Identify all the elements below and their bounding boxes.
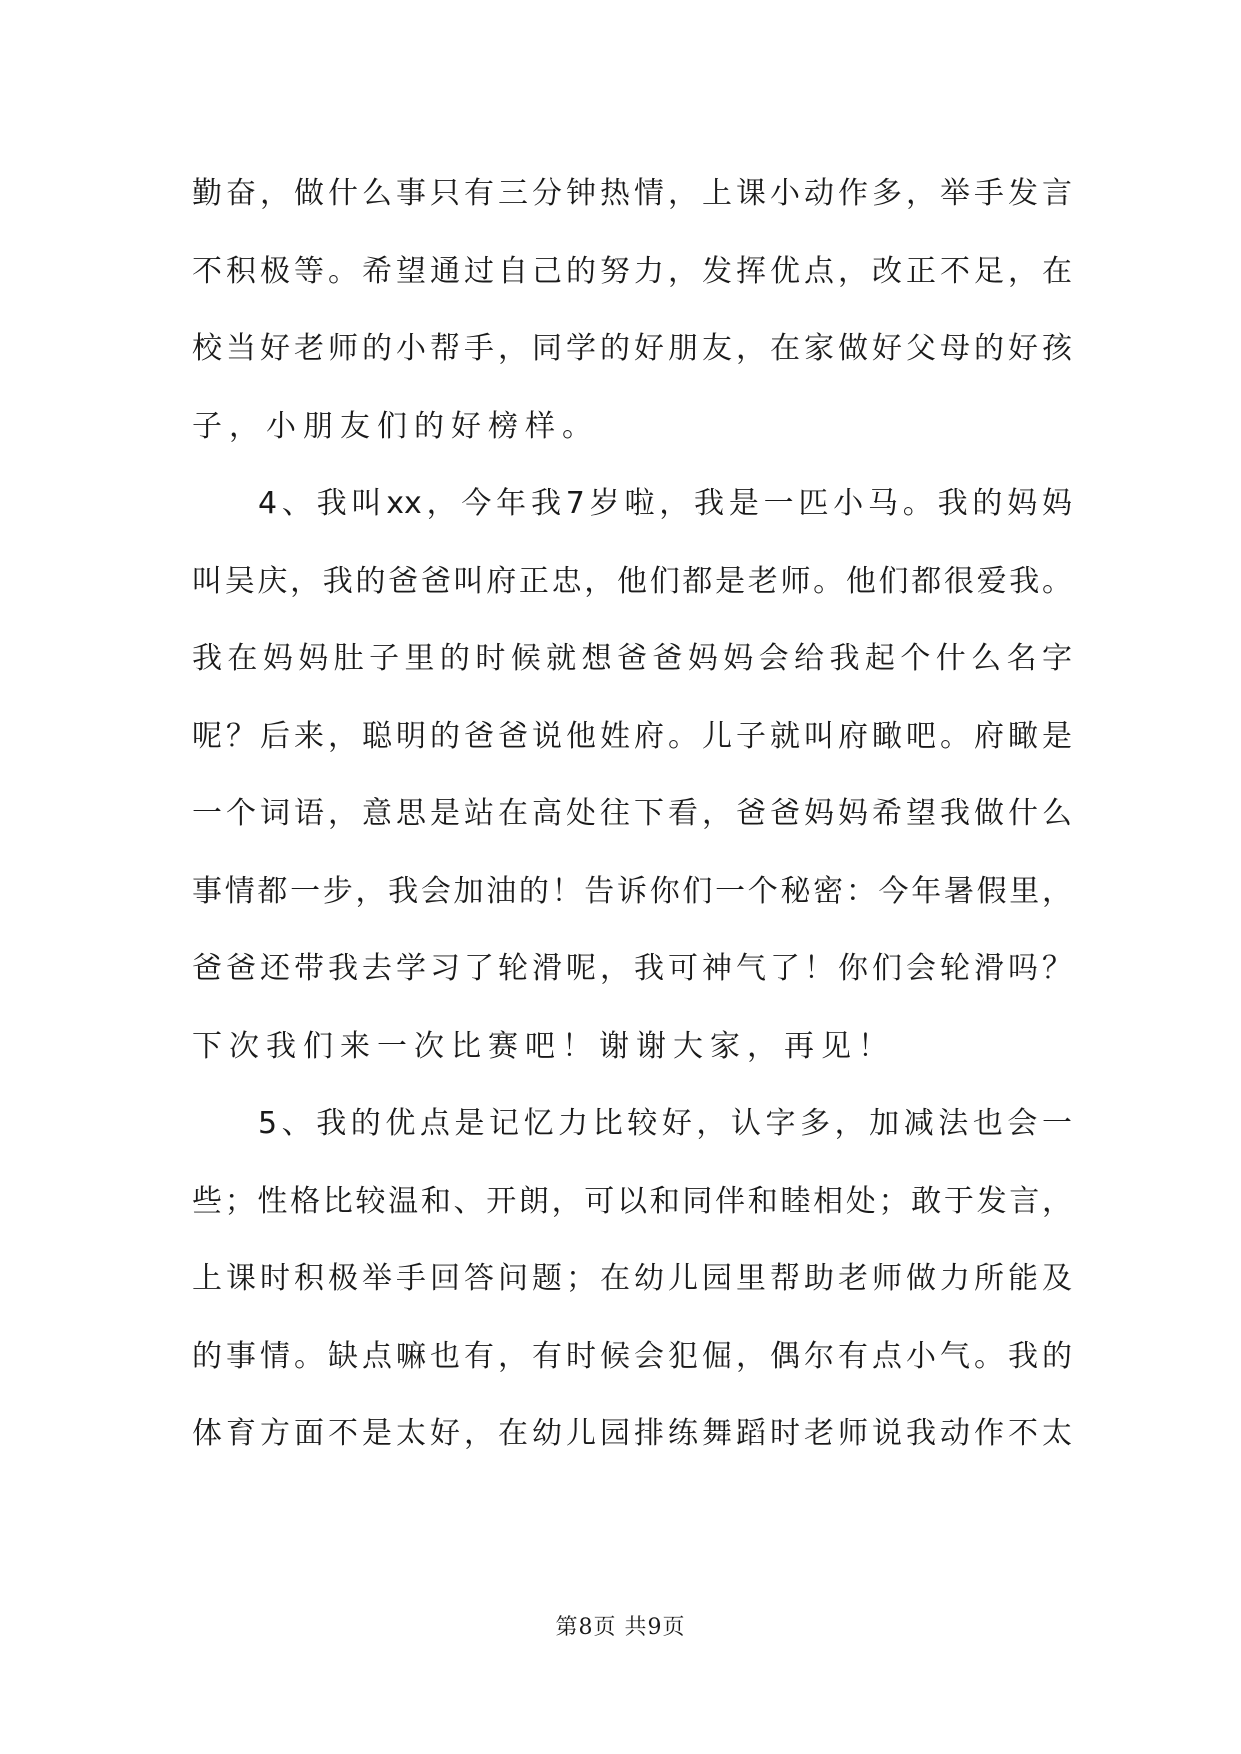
- text-line: 4、我叫xx，今年我7岁啦，我是一匹小马。我的妈妈: [258, 486, 1072, 521]
- text-line: 下次我们来一次比赛吧！谢谢大家，再见！: [192, 1028, 895, 1064]
- text-line: 叫吴庆，我的爸爸叫府正忠，他们都是老师。他们都很爱我。: [192, 563, 1072, 599]
- text-line: 不积极等。希望通过自己的努力，发挥优点，改正不足，在: [192, 253, 1072, 289]
- text-line: 上课时积极举手回答问题；在幼儿园里帮助老师做力所能及: [192, 1261, 1072, 1296]
- text-line: 子，小朋友们的好榜样。: [192, 408, 599, 444]
- text-line: 校当好老师的小帮手，同学的好朋友，在家做好父母的好孩: [192, 331, 1072, 366]
- text-line: 一个词语，意思是站在高处往下看，爸爸妈妈希望我做什么: [192, 796, 1072, 831]
- text-line: 我在妈妈肚子里的时候就想爸爸妈妈会给我起个什么名字: [192, 641, 1072, 676]
- page-footer: [0, 1610, 1241, 1641]
- text-line: 5、我的优点是记忆力比较好，认字多，加减法也会一: [258, 1106, 1072, 1141]
- text-line: 勤奋，做什么事只有三分钟热情，上课小动作多，举手发言: [192, 176, 1072, 211]
- page-number: 第8页 共9页: [555, 1615, 686, 1640]
- text-line: 些；性格比较温和、开朗，可以和同伴和睦相处；敢于发言，: [192, 1183, 1072, 1219]
- text-line: 体育方面不是太好，在幼儿园排练舞蹈时老师说我动作不太: [192, 1416, 1072, 1451]
- text-line: 的事情。缺点嘛也有，有时候会犯倔，偶尔有点小气。我的: [192, 1338, 1072, 1374]
- body-text: [192, 155, 1072, 1473]
- text-line: 事情都一步，我会加油的！告诉你们一个秘密：今年暑假里，: [192, 873, 1072, 909]
- text-line: 爸爸还带我去学习了轮滑呢，我可神气了！你们会轮滑吗？: [192, 951, 1072, 986]
- text-line: 呢？后来，聪明的爸爸说他姓府。儿子就叫府瞰吧。府瞰是: [192, 718, 1072, 754]
